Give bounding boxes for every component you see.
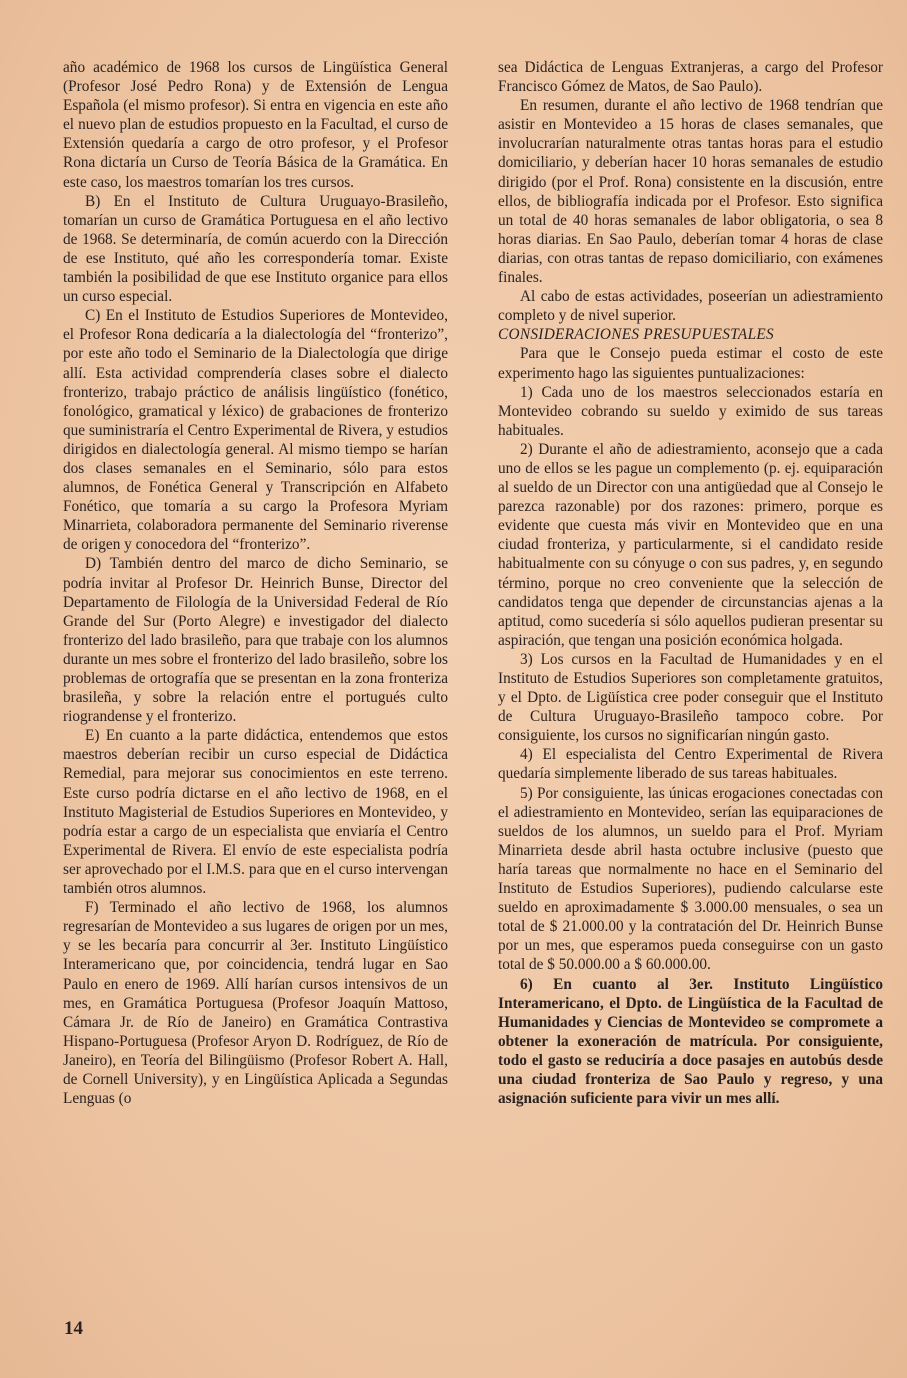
left-column xyxy=(63,58,448,1108)
paragraph: Para que le Consejo pueda estimar el costo de este experimento hago las siguientes puntualizaciones: xyxy=(498,345,883,382)
paragraph: 4) El especialista del Centro Experimental de Rivera quedaría simplemente liberado de sus tareas habituales. xyxy=(498,746,883,783)
right-column xyxy=(498,58,883,1108)
paragraph: sea Didáctica de Lenguas Extranjeras, a cargo del Profesor Francisco Gómez de Matos, de Sao Paulo). xyxy=(498,59,883,96)
paragraph: D) También dentro del marco de dicho Seminario, se podría invitar al Profesor Dr. Heinrich Bunse, Director del Departamento de Filología de la Universidad Federal de Río Grande del Sur (Porto Alegre) e investigador del dialecto fronterizo del lado brasileño, para que trabaje con los alumnos durante un mes sobre el fronterizo del lado brasileño, sobre los problemas de ortografía que se presentan en la zona fronteriza brasileña, y sobre la relación entre el portugués culto riograndense y el fronterizo. xyxy=(63,555,448,726)
paragraph: B) En el Instituto de Cultura Uruguayo-Brasileño, tomarían un curso de Gramática Portuguesa en el año lectivo de 1968. Se determinaría, de común acuerdo con la Dirección de ese Instituto, qué año les correspondería tomar. Existe también la posibilidad de que ese Instituto organice para ellos un curso especial. xyxy=(63,192,448,306)
paragraph: F) Terminado el año lectivo de 1968, los alumnos regresarían de Montevideo a sus lugares de origen por un mes, y se les becaría para concurrir al 3er. Instituto Lingüístico Interamericano que, por coincidencia, tendrá lugar en Sao Paulo en enero de 1969. Allí harían cursos intensivos de un mes, en Gramática Portuguesa (Profesor Joaquín Mattoso, Cámara Jr. de Río de Janeiro) en Gramática Contrastiva Hispano-Portuguesa (Profesor Aryon D. Rodríguez, de Río de Janeiro), en Teoría del Bilingüismo (Profesor Robert A. Hall, de Cornell University), y en Lingüística Aplicada a Segundas Lenguas (o xyxy=(63,899,448,1108)
paragraph: Al cabo de estas actividades, poseerían un adiestramiento completo y de nivel superior. xyxy=(498,288,883,325)
paragraph: En resumen, durante el año lectivo de 1968 tendrían que asistir en Montevideo a 15 horas de clases semanales, que involucrarían naturalmente otras tantas horas para el estudio domiciliario, y deberían hacer 10 horas semanales de estudio dirigido (por el Prof. Rona) consistente en la discusión, entre ellos, de bibliografía indicada por el Profesor. Esto significa un total de 40 horas semanales de labor obligatoria, o sea 8 horas diarias. En Sao Paulo, deberían tomar 4 horas de clase diarias, con otras tantas de repaso domiciliario, con exámenes finales. xyxy=(498,97,883,287)
section-heading: CONSIDERACIONES PRESUPUESTALES xyxy=(498,326,774,344)
paragraph: C) En el Instituto de Estudios Superiores de Montevideo, el Profesor Rona dedicaría a la dialectología del “fronterizo”, por este año todo el Seminario de la Dialectología que dirige allí. Esta actividad comprendería clases sobre el dialecto fronterizo, trabajo práctico de análisis lingüístico (fonético, fonológico, gramatical y léxico) de grabaciones de fronterizo que suministraría el Centro Experimental de Rivera, y estudios dirigidos en dialectología general. Al mismo tiempo se harían dos clases semanales en el Seminario, sólo para estos alumnos, de Fonética General y Transcripción en Alfabeto Fonético, que tomaría a su cargo la Profesora Myriam Minarrieta, colaboradora permanente del Seminario riverense de origen y conocedora del “fronterizo”. xyxy=(63,307,448,554)
paragraph: año académico de 1968 los cursos de Lingüística General (Profesor José Pedro Rona) y de Extensión de Lengua Española (el mismo profesor). Si entra en vigencia en este año el nuevo plan de estudios propuesto en la Facultad, el curso de Extensión quedaría a cargo de otro profesor, y el Profesor Rona dictaría un Curso de Teoría Básica de la Gramática. En este caso, los maestros tomarían los tres cursos. xyxy=(63,59,448,191)
paragraph: 6) En cuanto al 3er. Instituto Lingüístico Interamericano, el Dpto. de Lingüística de la Facultad de Humanidades y Ciencias de Montevideo se compromete a obtener la exoneración de matrícula. Por consiguiente, todo el gasto se reduciría a doce pasajes en autobús desde una ciudad fronteriza de Sao Paulo y regreso, y una asignación suficiente para vivir un mes allí. xyxy=(498,975,883,1108)
paragraph: 2) Durante el año de adiestramiento, aconsejo que a cada uno de ellos se les pague un complemento (p. ej. equiparación al sueldo de un Director con una antigüedad que al Consejo le parezca razonable) por dos razones: primero, porque es evidente que cuesta más vivir en Montevideo que en una ciudad fronteriza, y particularmente, si el candidato reside habitualmente con su cónyuge o con sus padres, y, en segundo término, porque no creo conveniente que la selección de candidatos tenga que depender de circunstancias ajenas a la aptitud, como sucedería si sólo aquellos pudieran presentar su aspiración, que tengan una posición económica holgada. xyxy=(498,440,883,649)
paragraph: 5) Por consiguiente, las únicas erogaciones conectadas con el adiestramiento en Montevideo, serían las equiparaciones de sueldos de los alumnos, un sueldo para el Prof. Myriam Minarrieta desde abril hasta octubre inclusive (puesto que haría tareas que normalmente no hace en el Seminario del Instituto de Estudios Superiores), pudiendo calcularse este sueldo en aproximadamente $ 3.000.00 mensuales, o sea un total de $ 21.000.00 y la contratación del Dr. Heinrich Bunse por un mes, que esperamos pueda conseguirse con un gasto total de $ 50.000.00 a $ 60.000.00. xyxy=(498,784,883,974)
page-number: 14 xyxy=(64,1318,83,1339)
paragraph: 3) Los cursos en la Facultad de Humanidades y en el Instituto de Estudios Superiores son completamente gratuitos, y el Dpto. de Ligüística cree poder conseguir que el Instituto de Cultura Uruguayo-Brasileño tampoco cobre. Por consiguiente, los cursos no significarían ningún gasto. xyxy=(498,650,883,745)
paragraph: E) En cuanto a la parte didáctica, entendemos que estos maestros deberían recibir un curso especial de Didáctica Remedial, para mejorar sus conocimientos en este terreno. Este curso podría dictarse en el año lectivo de 1968, en el Instituto Magisterial de Estudios Superiores en Montevideo, y podría estar a cargo de un especialista que enviaría el Centro Experimental de Rivera. El envío de este especialista podría ser aprovechado por el I.M.S. para que en el curso intervengan también otros alumnos. xyxy=(63,727,448,898)
paragraph: 1) Cada uno de los maestros seleccionados estaría en Montevideo cobrando su sueldo y eximido de sus tareas habituales. xyxy=(498,383,883,439)
